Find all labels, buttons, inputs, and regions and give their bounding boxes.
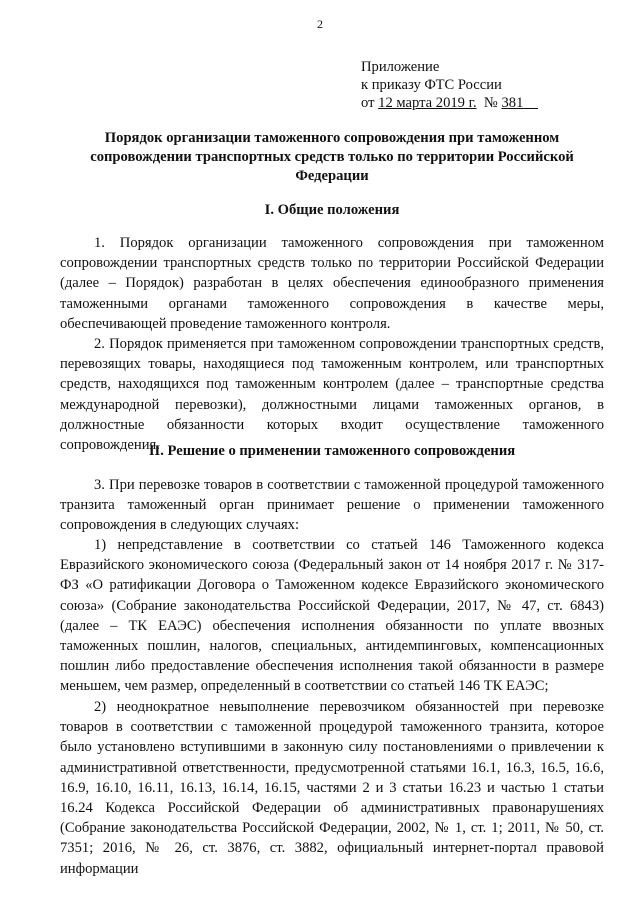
- paragraph-2: 2. Порядок применяется при таможенном сопровождении транспортных средств, перевозящих товары, находящиеся под таможенным контролем, или транспортных средств, находящихся под таможенным контролем (далее – транспортные средства международной перевозки), должностными лицами таможенных органов, в должностные обязанности которых входит осуществление таможенного сопровождения.: [60, 336, 604, 454]
- order-number: 381: [501, 95, 524, 111]
- appendix-order-ref: к приказу ФТС России: [361, 77, 502, 93]
- appendix-label: Приложение: [361, 59, 440, 75]
- appendix-date-line: [361, 94, 538, 112]
- order-date: 12 марта 2019 г.: [378, 95, 477, 111]
- section-heading-general: I. Общие положения: [264, 202, 400, 218]
- paragraph-3-item-2: 2) неоднократное невыполнение перевозчиком обязанностей при перевозке товаров в соответствии с таможенной процедурой таможенного транзита, которое было установлено вступившими в законную силу постановлениями о привлечении к административной ответственности, предусмотренной статьями 16.1, 16.3, 16.5, 16.6, 16.9, 16.10, 16.11, 16.13, 16.14, 16.15, частями 2 и 3 статьи 16.23 и частью 1 статьи 16.24 Кодекса Российской Федерации об административных правонарушениях (Собрание законодательства Российской Федерации, 2002, № 1, ст. 1; 2011, № 50, ст. 7351; 2016, № 26, ст. 3876, ст. 3882, официальный интернет-портал правовой информации: [60, 699, 604, 877]
- paragraph-1: 1. Порядок организации таможенного сопровождения при таможенном сопровождении транспортных средств только по территории Российской Федерации (далее – Порядок) разработан в целях обеспечения единообразного применения таможенными органами таможенного сопровождения в качестве меры, обеспечивающей проведение таможенного контроля.: [60, 235, 604, 332]
- appendix-block: [361, 58, 538, 112]
- page-number: 2: [317, 17, 323, 31]
- section-heading-decision: II. Решение о применении таможенного сопровождения: [148, 443, 516, 459]
- paragraph-3-item-1: 1) непредставление в соответствии со статьей 146 Таможенного кодекса Евразийского экономического союза (Федеральный закон от 14 ноября 2017 г. № 317-ФЗ «О ратификации Договора о Таможенном кодексе Евразийского экономического союза» (Собрание законодательства Российской Федерации, 2017, № 47, ст. 6843) (далее – ТК ЕАЭС) обеспечения исполнения обязанности по уплате ввозных таможенных пошлин, налогов, специальных, антидемпинговых, компенсационных пошлин либо предоставление обеспечения исполнения такой обязанности в размере меньшем, чем размер, определенный в соответствии со статьей 146 ТК ЕАЭС;: [60, 537, 604, 695]
- document-title: Порядок организации таможенного сопровождения при таможенном сопровождении транспортных средств только по территории Российской Федерации: [90, 130, 574, 184]
- paragraph-3: 3. При перевозке товаров в соответствии с таможенной процедурой таможенного транзита таможенный орган принимает решение о применении таможенного сопровождения в следующих случаях:: [60, 477, 604, 534]
- date-prefix: от: [361, 95, 379, 111]
- number-prefix: №: [476, 95, 502, 111]
- number-underline-tail: [523, 95, 538, 111]
